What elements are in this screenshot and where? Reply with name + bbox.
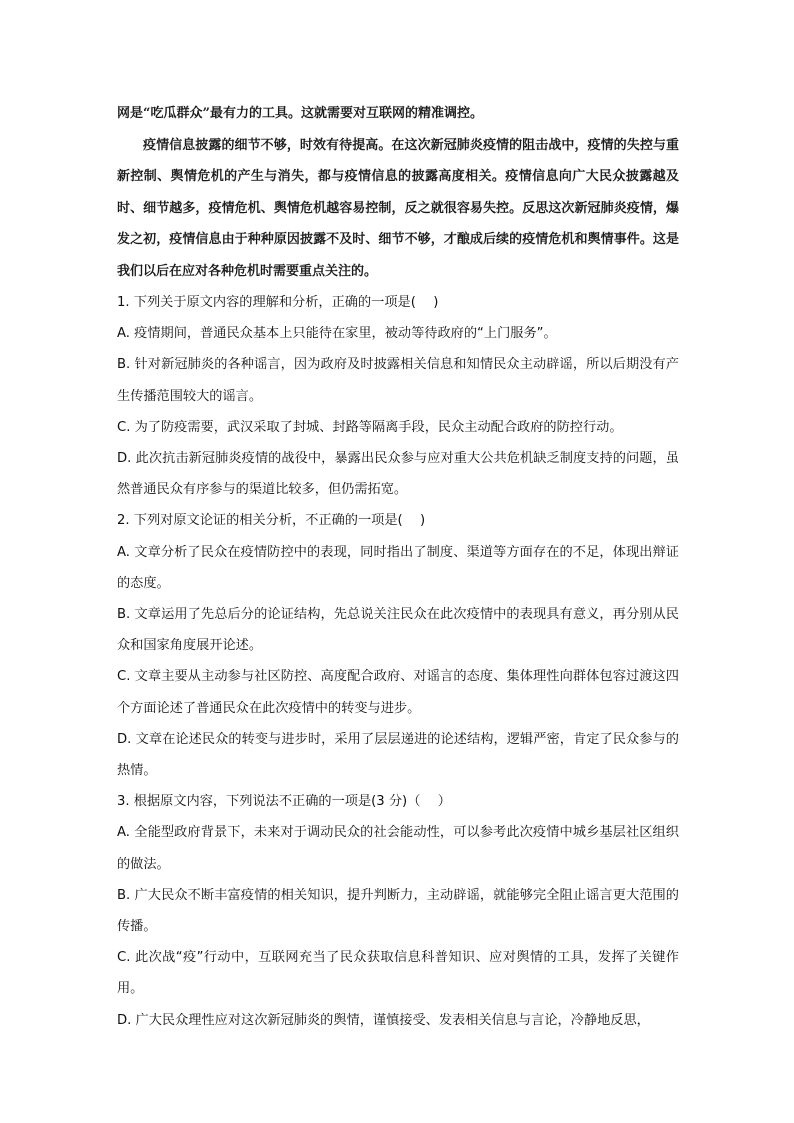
option-c: C. 此次战“疫”行动中，互联网充当了民众获取信息科普知识、应对舆情的工具，发挥了关键作用。 xyxy=(117,950,679,997)
question-stem: 2. 下列对原文论证的相关分析，不正确的一项是( ) xyxy=(117,513,426,529)
page-content xyxy=(117,98,679,1036)
option-b: B. 广大民众不断丰富疫情的相关知识，提升判断力，主动辟谣，就能够完全阻止谣言更大范围的传播。 xyxy=(117,887,679,935)
question-stem: 1. 下列关于原文内容的理解和分析，正确的一项是( ) xyxy=(117,295,439,310)
question-list xyxy=(117,287,679,1036)
option-a: A. 文章分析了民众在疫情防控中的表现，同时指出了制度、渠道等方面存在的不足，体现出辩证的态度。 xyxy=(117,544,679,591)
option-a: A. 疫情期间，普通民众基本上只能待在家里，被动等待政府的“上门服务”。 xyxy=(117,326,557,342)
option-c: C. 文章主要从主动参与社区防控、高度配合政府、对谣言的态度、集体理性向群体包容过渡这四个方面论述了普通民众在此次疫情中的转变与进步。 xyxy=(117,669,679,716)
question-1 xyxy=(117,287,679,505)
option-d: D. 广大民众理性应对这次新冠肺炎的舆情，谨慎接受、发表相关信息与言论，冷静地反思， xyxy=(117,1012,650,1028)
question-3 xyxy=(117,786,679,1036)
reading-passage xyxy=(117,98,679,287)
option-c: C. 为了防疫需要，武汉采取了封城、封路等隔离手段，民众主动配合政府的防控行动。 xyxy=(117,419,623,435)
option-a: A. 全能型政府背景下，未来对于调动民众的社会能动性，可以参考此次疫情中城乡基层社区组织的做法。 xyxy=(117,825,679,872)
option-d: D. 文章在论述民众的转变与进步时，采用了层层递进的论述结构，逻辑严密，肯定了民众参与的热情。 xyxy=(117,731,679,779)
option-b: B. 文章运用了先总后分的论证结构，先总说关注民众在此次疫情中的表现具有意义，再分别从民众和国家角度展开论述。 xyxy=(117,607,679,654)
passage-paragraph: 疫情信息披露的细节不够，时效有待提高。在这次新冠肺炎疫情的阻击战中，疫情的失控与重新控制、舆情危机的产生与消失，都与疫情信息的披露高度相关。疫情信息向广大民众披露越及时、细节越多，疫情危机、舆情危机越容易控制，反之就很容易失控。反思这次新冠肺炎疫情，爆发之初，疫情信息由于种种原因披露不及时、细节不够，才酿成后续的疫情危机和舆情事件。这是我们以后在应对各种危机时需要重点关注的。 xyxy=(117,137,679,279)
question-2 xyxy=(117,505,679,786)
option-b: B. 针对新冠肺炎的各种谣言，因为政府及时披露相关信息和知情民众主动辟谣，所以后期没有产生传播范围较大的谣言。 xyxy=(117,357,679,404)
question-stem: 3. 根据原文内容，下列说法不正确的一项是(3 分)（ ） xyxy=(117,794,451,810)
option-d: D. 此次抗击新冠肺炎疫情的战役中，暴露出民众参与应对重大公共危机缺乏制度支持的问题，虽然普通民众有序参与的渠道比较多，但仍需拓宽。 xyxy=(117,451,679,498)
passage-carryover-line: 网是“吃瓜群众”最有力的工具。这就需要对互联网的精准调控。 xyxy=(117,106,483,121)
